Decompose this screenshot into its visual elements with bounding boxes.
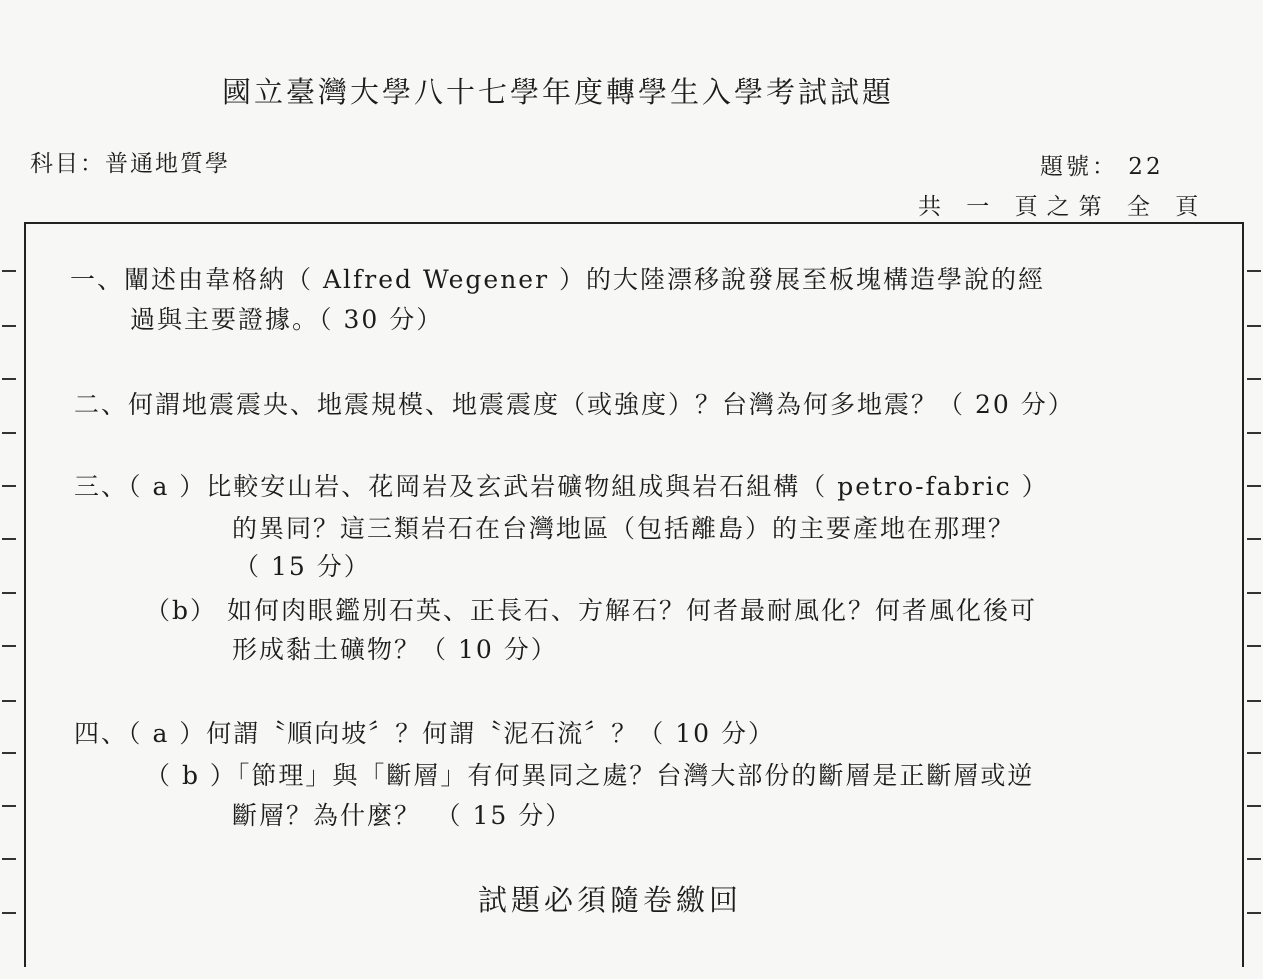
- margin-tick: [1247, 325, 1261, 327]
- footer-notice: 試題必須隨卷繳回: [478, 883, 743, 917]
- margin-tick: [2, 378, 16, 380]
- subject-label: 科目：普通地質學: [30, 151, 230, 177]
- question-number: 題號： 22: [1040, 154, 1164, 180]
- question-3a-line-3: （ 15 分）: [234, 552, 371, 581]
- question-4b-line-1: （ b ）「節理」與「斷層」有何異同之處？台灣大部份的斷層是正斷層或逆: [145, 761, 1035, 790]
- question-4b-line-2: 斷層？為什麼？ （ 15 分）: [232, 801, 573, 830]
- page-info: 共 一 頁之第 全 頁: [918, 194, 1208, 220]
- margin-tick: [2, 432, 16, 434]
- exam-title: 國立臺灣大學八十七學年度轉學生入學考試試題: [222, 75, 895, 109]
- margin-tick: [1247, 378, 1261, 380]
- question-1-line-1: 一、闡述由韋格納（ Alfred Wegener ）的大陸漂移說發展至板塊構造學說的經: [70, 265, 1045, 294]
- margin-tick: [2, 538, 16, 540]
- margin-tick: [2, 270, 16, 272]
- margin-tick: [2, 325, 16, 327]
- margin-tick: [1247, 805, 1261, 807]
- question-1-line-2: 過與主要證據。（ 30 分）: [130, 305, 444, 334]
- margin-tick: [2, 912, 16, 914]
- question-4a-line-1: 四、（ a ）何謂〝順向坡〞？何謂〝泥石流〞？（ 10 分）: [74, 719, 776, 748]
- question-3a-line-1: 三、（ a ）比較安山岩、花岡岩及玄武岩礦物組成與岩石組構（ petro-fabric ）: [74, 472, 1049, 501]
- margin-tick: [1247, 645, 1261, 647]
- margin-tick: [2, 858, 16, 860]
- margin-tick: [2, 592, 16, 594]
- margin-tick: [2, 805, 16, 807]
- question-3b-line-1: （b） 如何肉眼鑑別石英、正長石、方解石？何者最耐風化？何者風化後可: [145, 596, 1037, 625]
- margin-tick: [1247, 538, 1261, 540]
- margin-tick: [1247, 858, 1261, 860]
- margin-tick: [1247, 485, 1261, 487]
- margin-tick: [2, 700, 16, 702]
- margin-tick: [1247, 912, 1261, 914]
- margin-tick: [2, 752, 16, 754]
- question-2-line-1: 二、何謂地震震央、地震規模、地震震度（或強度）？台灣為何多地震？（ 20 分）: [74, 390, 1075, 419]
- margin-tick: [1247, 752, 1261, 754]
- margin-tick: [1247, 700, 1261, 702]
- margin-tick: [1247, 432, 1261, 434]
- margin-tick: [2, 485, 16, 487]
- margin-tick: [1247, 270, 1261, 272]
- margin-tick: [1247, 592, 1261, 594]
- question-3a-line-2: 的異同？這三類岩石在台灣地區（包括離島）的主要產地在那理？: [232, 514, 1016, 543]
- question-3b-line-2: 形成黏土礦物？（ 10 分）: [232, 635, 558, 664]
- margin-tick: [2, 645, 16, 647]
